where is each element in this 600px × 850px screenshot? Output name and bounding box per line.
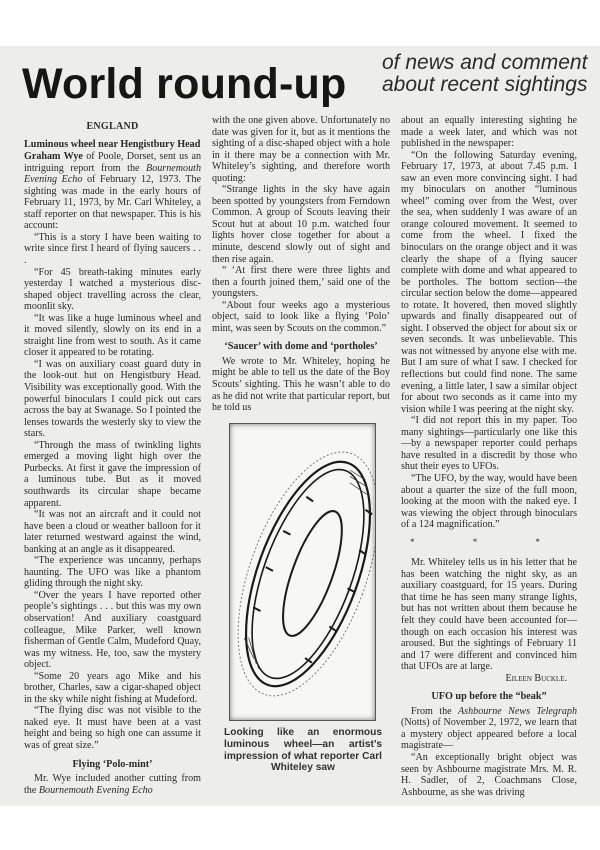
column-1 [24,121,201,796]
author-signature: Eileen Buckle. [505,672,567,684]
subhead-beak: UFO up before the “beak” [431,691,547,703]
subhead-polo-mint: Flying ‘Polo-mint’ [72,758,153,770]
subhead-saucer: ‘Saucer’ with dome and ‘portholes’ [224,341,378,353]
luminous-wheel-drawing [230,424,375,720]
paragraph: “This is a story I have been waiting to write since first I heard of flying saucers . . . [24,231,201,267]
paragraph: “Some 20 years ago Mike and his brother, Charles, saw a cigar-shaped object in the sky while night fishing at Mudeford. [24,670,201,705]
paragraph: “Strange lights in the sky have again been spotted by youngsters from Ferndown Common. A group of Scouts leaving their Scout hut at about 10 p.m. watched four lights hover close together for about a minute, descend slowly out of sight and then rise again. [212,184,390,265]
column-3 [401,115,577,798]
paragraph: “It was not an aircraft and it could not have been a cloud or weather balloon for it later returned westward against the wind, banking at an angle as it disappeared. [24,509,201,555]
magazine-page [0,46,600,806]
paragraph: “I was on auxiliary coast guard duty in the look-out hut on Hengistbury Head. Visibility was exceptionally good. With the powerful binoculars I could pick out cars across the bay at Swanage. So I pointed the lenses towards the westerly sky to view the stars. [24,358,201,440]
paragraph: “About four weeks ago a mysterious object, said to look like a flying ‘Polo’ mint, was seen by Scouts on the common.” [212,299,390,334]
paragraph: We wrote to Mr. Whiteley, hoping he might be able to tell us the date of the Boy Scouts’ sighting. This he wasn’t able to do as he did not write that particular report, but he told us [212,355,390,414]
paragraph: about an equally interesting sighting he made a week later, and which was not published in the newspaper: [401,115,577,150]
paragraph: “It was like a huge luminous wheel and it moved silently, slowly on its end in a straight line from west to south. As it came closer it appeared to be rotating. [24,312,201,359]
paragraph: “An exceptionally bright object was seen by Ashbourne magistrate Mrs. M. R. H. Sadler, of 2, Coachmans Close, Ashbourne, as she was driving [401,751,577,798]
page-title: World round-up [22,60,347,108]
lead-paragraph: Graham Wye of Poole, Dorset, sent us an intriguing report from the Bournemouth Evening Echo of February 12, 1973. The sighting was made in the early hours of February 11, 1973, by Mr. Carl Whiteley, a staff reporter on that newspaper. This is his account: [24,151,201,232]
paragraph: “The flying disc was not visible to the naked eye. It must have been at a vast height and being so high one can assume it was of great size.” [24,705,201,751]
subtitle-line-1: of news and comment [382,51,588,74]
illustration-caption: Looking like an enormous luminous wheel—an artist’s impression of what reporter Carl Whiteley saw [224,727,382,774]
paragraph: “The experience was uncanny, perhaps haunting. The UFO was like a phantom gliding through the night sky. [24,555,201,590]
source-name: Ashbourne News Telegraph [458,705,577,717]
paragraph: From the Ashbourne News Telegraph (Notts) of November 2, 1972, we learn that a mystery object appeared before a local magistrate— [401,705,577,752]
subtitle-line-2: about recent sightings [382,73,588,96]
paragraph: “For 45 breath-taking minutes early yesterday I watched a mysterious disc-shaped object travelling across the clear, moonlit sky. [24,266,201,313]
paragraph: Mr. Wye included another cutting from the Bournemouth Evening Echo [24,773,201,796]
paragraph: “Over the years I have reported other people’s sightings . . . but this was my own observation! And auxiliary coastguard colleague, Mike Parker, well known fisherman of Gentle Calm, Mudeford Quay, was my witness. He, too, saw the mystery object. [24,589,201,671]
paragraph: “ ‘At first there were three lights and then a fourth joined them,’ said one of the youngsters. [212,265,390,300]
paragraph: “Through the mass of twinkling lights emerged a moving light high over the Purbecks. At first it gave the impression of a luminous tube. But as it moved southwards its circular shape became apparent. [24,439,201,509]
paragraph: “I did not report this in my paper. Too many sightings—particularly one like this—by a newspaper reporter could perhaps have resulted in a discredit by those who shut their eyes to UFOs. [401,415,577,473]
section-separator: * * * [410,536,568,547]
column-2 [212,115,390,414]
section-label: ENGLAND [86,121,139,132]
paragraph: “The UFO, by the way, would have been about a quarter the size of the full moon, looking at the moon with the naked eye. I was viewing the object through binoculars of a 124 magnification.” [401,472,577,531]
paragraph: “On the following Saturday evening, February 17, 1973, at about 7.45 p.m. I saw an even more convincing sight. I had my binoculars on another “luminous wheel” coming over from the West, over the sea, when suddenly I was aware of an orange coloured movement. It seemed to come from the wheel. I fixed the binoculars on the orange object and it was clearly the shape of a flying saucer complete with dome and what appeared to be portholes. The bottom section—the circular section below the dome—appeared to rotate. It hovered, then moved slightly upwards and finally disappeared out of sight. I observed the object for about six or seven seconds. It was unbelievable. This was not witnessed by anyone else with me. But I am sure of what I saw. I checked for reflections but could find none. The same evening, a little later, I saw a similar object for about two seconds as it came into my vision while I was peering at the night sky. [401,149,577,415]
page-subtitle [382,52,587,96]
headline-luminous-wheel: Luminous wheel near Hengistbury Head [24,138,201,150]
source-name: Bournemouth Evening Echo [38,784,153,796]
lead-name: Graham Wye [24,151,83,163]
paragraph: with the one given above. Unfortunately no date was given for it, but as it mentions the sighting of a disc-shaped object with a hole in it there may be a connection with Mr. Whiteley’s sighting, and therefore worth quoting: [212,115,390,184]
paragraph: Mr. Whiteley tells us in his letter that he has been watching the night sky, as an auxiliary coastguard, for 15 years. During that time he has seen many strange lights, but has not written about them because he felt they could have been accounted for—though on each occasion his interest was aroused. But the sightings of February 11 and 17 were different and convinced him that UFOs are at large. [401,557,577,673]
wheel-shape [230,434,375,714]
source-name: Bournemouth Evening Echo [24,162,201,186]
wheel-illustration [229,423,376,721]
